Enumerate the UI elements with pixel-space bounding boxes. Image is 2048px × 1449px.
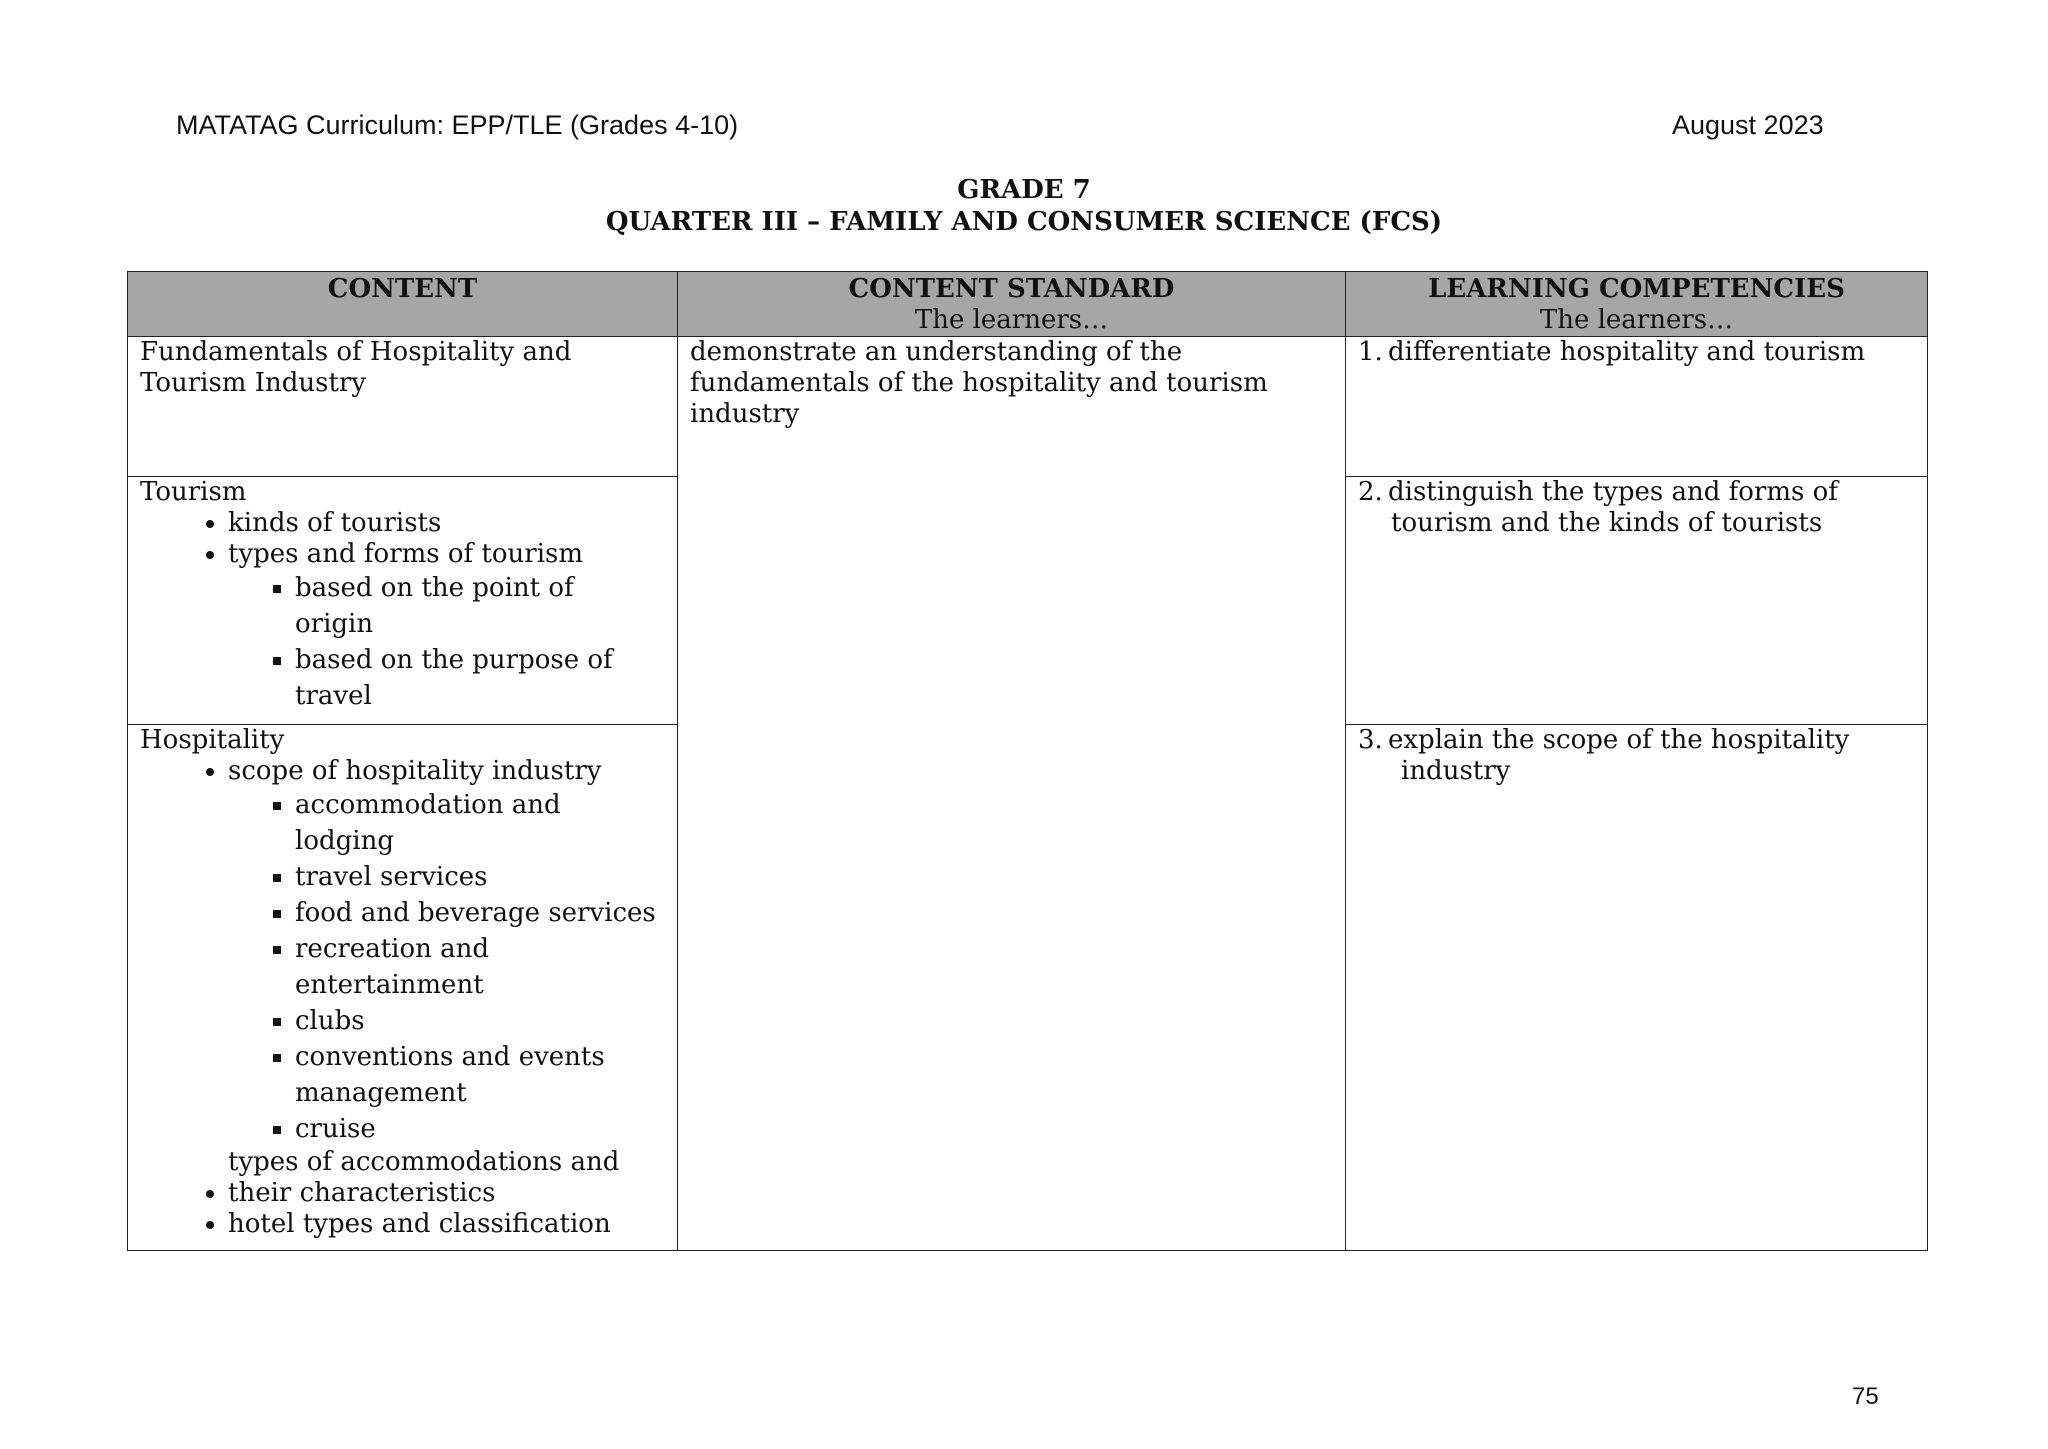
competency-number: 1. bbox=[1358, 337, 1383, 367]
column-header-learning-competencies bbox=[1346, 272, 1928, 337]
page-title bbox=[0, 174, 2048, 238]
table-row bbox=[128, 337, 1928, 477]
list-item-text: hotel types and classification bbox=[228, 1209, 611, 1239]
column-title: LEARNING COMPETENCIES bbox=[1428, 274, 1845, 304]
content-standard-text: demonstrate an understanding of the fundamentals of the hospitality and tourism industry bbox=[690, 337, 1268, 429]
content-cell bbox=[128, 337, 678, 477]
competency-cell bbox=[1346, 337, 1928, 477]
list-item-text: types and forms of tourism bbox=[228, 539, 584, 569]
competency-item bbox=[1358, 477, 1915, 508]
content-cell bbox=[128, 725, 678, 1251]
content-standard-cell bbox=[678, 337, 1346, 1251]
curriculum-table bbox=[127, 271, 1928, 1251]
competency-text-continued: industry bbox=[1401, 756, 1511, 786]
content-sub-list bbox=[228, 570, 665, 714]
competency-text: explain the scope of the hospitality bbox=[1388, 725, 1850, 755]
sub-list-item: ▪ travel services bbox=[295, 859, 665, 895]
table-header-row bbox=[128, 272, 1928, 337]
content-cell bbox=[128, 477, 678, 725]
page-number: 75 bbox=[1852, 1383, 1879, 1410]
sub-list-item: ▪ conventions and events management bbox=[295, 1039, 615, 1111]
competency-text-continued: tourism and the kinds of tourists bbox=[1391, 508, 1823, 538]
content-heading: Fundamentals of Hospitality and Tourism Industry bbox=[140, 337, 572, 398]
competency-number: 3. bbox=[1358, 725, 1383, 755]
list-item bbox=[228, 1147, 665, 1209]
list-item bbox=[228, 539, 665, 714]
column-subtitle: The learners… bbox=[914, 305, 1109, 335]
grade-title: GRADE 7 bbox=[957, 175, 1091, 205]
sub-list-item: ▪ food and beverage services bbox=[295, 895, 665, 931]
content-bullet-list bbox=[140, 508, 665, 714]
competency-text: differentiate hospitality and tourism bbox=[1388, 337, 1866, 367]
list-item-text: kinds of tourists bbox=[228, 508, 442, 538]
sub-list-item: ▪ recreation and entertainment bbox=[295, 931, 545, 1003]
competency-number: 2. bbox=[1358, 477, 1383, 507]
document-header-date: August 2023 bbox=[1672, 110, 1824, 140]
document-header-left: MATATAG Curriculum: EPP/TLE (Grades 4-10) bbox=[176, 110, 739, 140]
content-heading: Hospitality bbox=[140, 725, 285, 755]
competency-cell bbox=[1346, 477, 1928, 725]
competency-item bbox=[1358, 725, 1915, 756]
list-item bbox=[228, 756, 665, 1147]
competency-text: distinguish the types and forms of bbox=[1388, 477, 1838, 507]
content-sub-list bbox=[228, 787, 665, 1147]
sub-list-item: ▪ cruise bbox=[295, 1111, 665, 1147]
competency-cell bbox=[1346, 725, 1928, 1251]
column-title: CONTENT STANDARD bbox=[848, 274, 1175, 304]
column-header-content-standard bbox=[678, 272, 1346, 337]
list-item bbox=[228, 508, 665, 539]
sub-list-item: ▪ clubs bbox=[295, 1003, 665, 1039]
competency-item bbox=[1358, 337, 1915, 368]
list-item-text: scope of hospitality industry bbox=[228, 756, 602, 786]
content-bullet-list bbox=[140, 756, 665, 1240]
sub-list-item: ▪ accommodation and lodging bbox=[295, 787, 595, 859]
column-header-content bbox=[128, 272, 678, 337]
sub-list-item: ▪ based on the point of origin bbox=[295, 570, 595, 642]
sub-list-item: ▪ based on the purpose of travel bbox=[295, 642, 625, 714]
column-title: CONTENT bbox=[327, 274, 478, 304]
content-heading: Tourism bbox=[140, 477, 247, 507]
quarter-title: QUARTER III – FAMILY AND CONSUMER SCIENCE (FCS) bbox=[605, 207, 1443, 237]
list-item bbox=[228, 1209, 665, 1240]
column-subtitle: The learners… bbox=[1539, 305, 1734, 335]
list-item-text: types of accommodations and their characteristics bbox=[228, 1147, 620, 1208]
